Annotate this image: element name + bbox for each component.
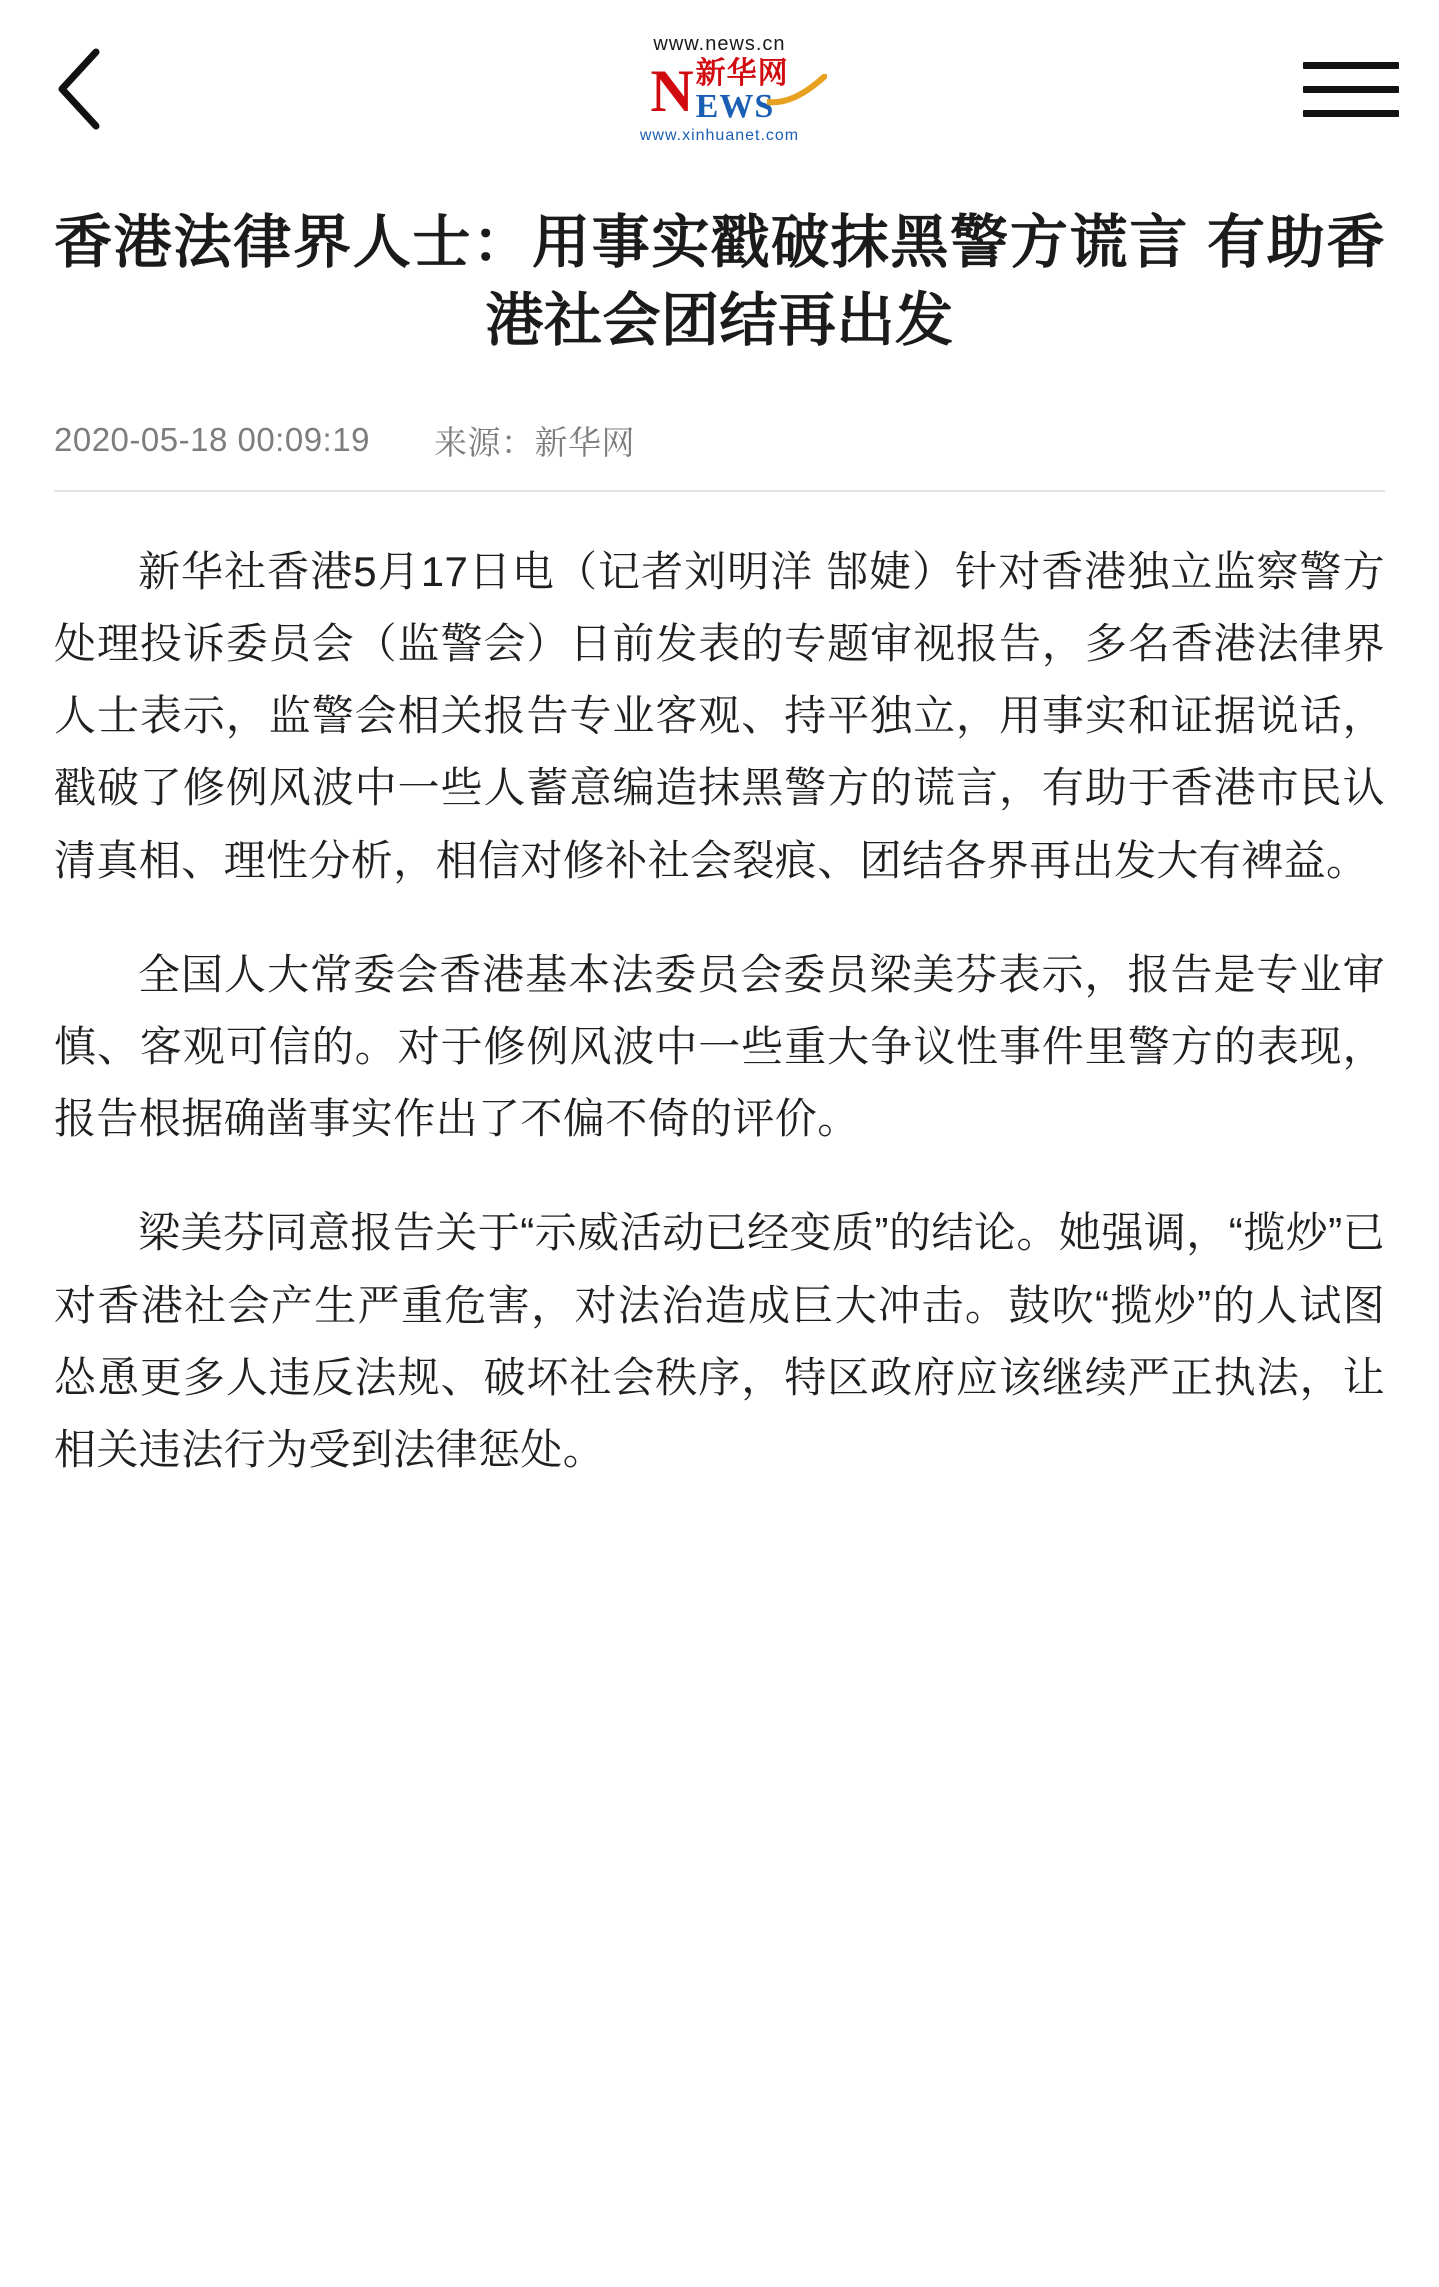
- article-paragraph: 梁美芬同意报告关于“示威活动已经变质”的结论。她强调，“揽炒”已对香港社会产生严重危害，对法治造成巨大冲击。鼓吹“揽炒”的人试图怂恿更多人违反法规、破坏社会秩序，特区政府应该继续严正执法，让相关违法行为受到法律惩处。: [54, 1209, 1385, 1474]
- hamburger-menu-icon[interactable]: [1303, 49, 1399, 129]
- article-meta: [54, 417, 1385, 492]
- page-title: 香港法律界人士：用事实戳破抹黑警方谎言 有助香港社会团结再出发: [54, 210, 1385, 354]
- article-body: [54, 536, 1385, 1487]
- menu-bar-2: [1303, 86, 1399, 93]
- top-navigation-bar: [0, 0, 1439, 178]
- xinhua-logo[interactable]: [640, 34, 799, 144]
- publish-timestamp: 2020-05-18 00:09:19: [54, 421, 370, 459]
- article-paragraph: 新华社香港5月17日电（记者刘明洋 郜婕）针对香港独立监察警方处理投诉委员会（监警会）日前发表的专题审视报告，多名香港法律界人士表示，监警会相关报告专业客观、持平独立，用事实和证据说话，戳破了修例风波中一些人蓄意编造抹黑警方的谎言，有助于香港市民认清真相、理性分析，相信对修补社会裂痕、团结各界再出发大有裨益。: [54, 547, 1385, 884]
- logo-wordmark: [650, 58, 788, 124]
- source-name: 新华网: [534, 423, 635, 461]
- menu-bar-3: [1303, 110, 1399, 117]
- article-container: [0, 204, 1439, 1486]
- logo-letter-n: N: [650, 58, 694, 124]
- article-paragraph: 全国人大常委会香港基本法委员会委员梁美芬表示，报告是专业审慎、客观可信的。对于修例风波中一些重大争议性事件里警方的表现，报告根据确凿事实作出了不偏不倚的评价。: [54, 950, 1385, 1143]
- chevron-left-icon: [52, 46, 108, 132]
- logo-swoosh-icon: [767, 74, 827, 108]
- logo-url-top: www.news.cn: [653, 33, 786, 56]
- back-button[interactable]: [40, 44, 120, 134]
- logo-letters-ews: EWS: [695, 87, 775, 125]
- source-label: 来源：: [433, 423, 535, 461]
- logo-url-bottom: www.xinhuanet.com: [639, 126, 800, 144]
- menu-bar-1: [1303, 62, 1399, 69]
- logo-brand-cn: 新华网: [695, 57, 789, 91]
